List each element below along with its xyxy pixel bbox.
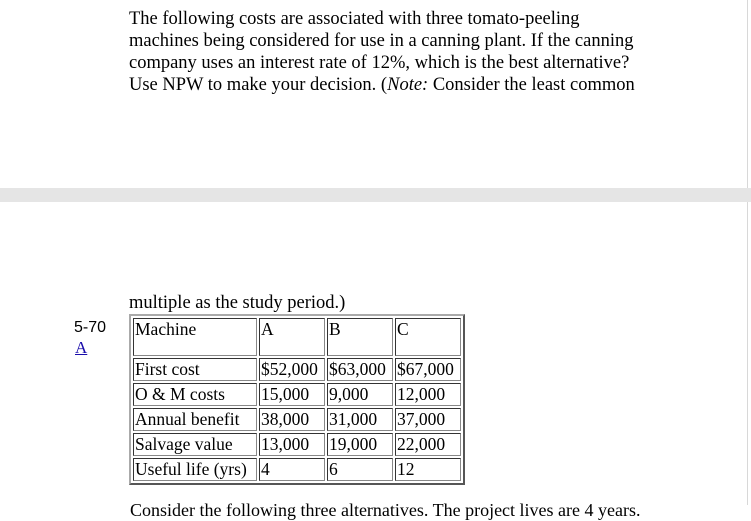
table-row <box>133 383 461 406</box>
table-header-row <box>133 318 461 356</box>
table-cell: 38,000 <box>259 408 325 431</box>
table-row <box>133 458 461 481</box>
table-cell: $52,000 <box>259 358 325 381</box>
row-label: First cost <box>133 358 257 381</box>
table-cell: 6 <box>327 458 393 481</box>
line-4-start: Use NPW to make your decision. ( <box>129 75 388 95</box>
note-label: Note: <box>387 75 429 95</box>
line-4-end: Consider the least common <box>428 75 635 95</box>
table-row <box>133 408 461 431</box>
table-cell: $67,000 <box>395 358 461 381</box>
problem-number: 5-70 <box>74 319 107 336</box>
problem-statement <box>129 8 689 96</box>
row-label: O & M costs <box>133 383 257 406</box>
problem-line-1: The following costs are associated with three tomato-peeling <box>129 9 580 29</box>
problem-line-3: company uses an interest rate of 12%, which is the best alternative? <box>129 53 630 73</box>
table-row <box>133 433 461 456</box>
row-label: Useful life (yrs) <box>133 458 257 481</box>
table-cell: 19,000 <box>327 433 393 456</box>
table-cell: 22,000 <box>395 433 461 456</box>
table-row <box>133 358 461 381</box>
table-cell: 13,000 <box>259 433 325 456</box>
header-cell: B <box>327 318 393 356</box>
problem-line-2: machines being considered for use in a canning plant. If the canning <box>129 31 634 51</box>
table-cell: 9,000 <box>327 383 393 406</box>
next-line-fragment: Consider the following three alternatives. The project lives are 4 years. <box>130 500 641 520</box>
table-cell: 31,000 <box>327 408 393 431</box>
header-cell: A <box>259 318 325 356</box>
table-cell: $63,000 <box>327 358 393 381</box>
table-cell: 15,000 <box>259 383 325 406</box>
table-cell: 12,000 <box>395 383 461 406</box>
page-separator <box>0 188 751 202</box>
problem-line-4 <box>129 74 689 96</box>
page-top <box>0 0 748 188</box>
row-label: Salvage value <box>133 433 257 456</box>
cost-table <box>129 314 465 485</box>
row-label: Annual benefit <box>133 408 257 431</box>
table-cell: 37,000 <box>395 408 461 431</box>
table-cell: 12 <box>395 458 461 481</box>
problem-continuation: multiple as the study period.) <box>129 293 346 313</box>
table-cell: 4 <box>259 458 325 481</box>
header-cell: Machine <box>133 318 257 356</box>
answer-link[interactable]: A <box>75 338 88 357</box>
header-cell: C <box>395 318 461 356</box>
